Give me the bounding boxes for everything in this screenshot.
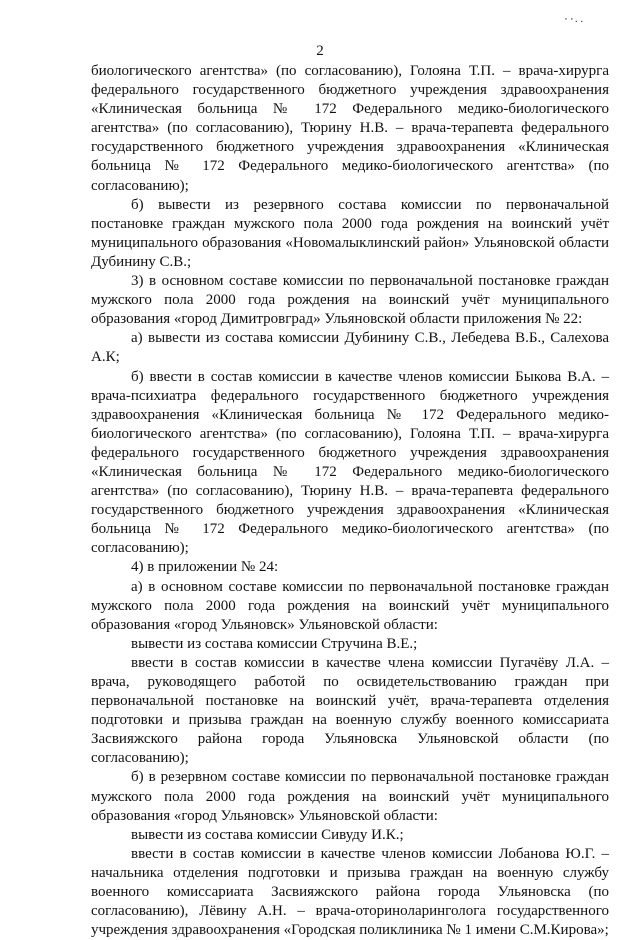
paragraph-continuation: биологического агентства» (по согласованию), Голояна Т.П. – врача-хирурга федерального государственного бюджетного учреждения здравоохранения «Клиническая больница № 172 Федерального медико-биологического агентства» (по согласованию), Тюрину Н.В. – врача-терапевта федерального государственного бюджетного учреждения здравоохранения «Клиническая больница № 172 Федерального медико-биологического агентства» (по согласованию); <box>91 63 609 194</box>
paragraph-4b-reserve: б) в резервном составе комиссии по первоначальной постановке граждан мужского пола 2000 года рождения на воинский учёт муниципального образования «город Ульяновск» Ульяновской области: <box>91 769 609 824</box>
paragraph-2b-reserve: б) вывести из резервного состава комиссии по первоначальной постановке граждан мужского пола 2000 года рождения на воинский учёт муниципального образования «Новомалыклинский район» Ульяновской области Дубинину С.В.; <box>91 196 609 270</box>
paragraph-4b-remove: вывести из состава комиссии Сивуду И.К.; <box>131 826 404 843</box>
document-body <box>91 62 609 940</box>
paragraph-4-appendix: 4) в приложении № 24: <box>131 559 279 576</box>
paragraph-3b-add: б) ввести в состав комиссии в качестве членов комиссии Быкова В.А. – врача-психиатра федерального государственного бюджетного учреждения здравоохранения «Клиническая больница № 172 Федерального медико-биологического агентства» (по согласованию), Голояна Т.П. – врача-хирурга федерального государственного бюджетного учреждения здравоохранения «Клиническая больница № 172 Федерального медико-биологического агентства» (по согласованию), Тюрину Н.В. – врача-терапевта федерального государственного бюджетного учреждения здравоохранения «Клиническая больница № 172 Федерального медико-биологического агентства» (по согласованию); <box>91 368 609 557</box>
paragraph-4a-main: а) в основном составе комиссии по первоначальной постановке граждан мужского пола 2000 года рождения на воинский учёт муниципального образования «город Ульяновск» Ульяновской области: <box>91 578 609 633</box>
paragraph-3a-remove: а) вывести из состава комиссии Дубинину С.В., Лебедева В.Б., Салехова А.К; <box>91 330 609 366</box>
paragraph-4b-add: ввести в состав комиссии в качестве членов комиссии Лобанова Ю.Г. – начальника отделения подготовки и призыва граждан на военную службу военного комиссариата Засвияжского района города Ульяновска (по согласованию), Лёвину А.Н. – врача-оториноларинголога государственного учреждения здравоохранения «Городская поликлиника № 1 имени С.М.Кирова»; <box>91 845 609 939</box>
page-number: 2 <box>316 43 324 59</box>
paragraph-4a-remove: вывести из состава комиссии Стручина В.Е.; <box>131 635 418 652</box>
paragraph-3-main: 3) в основном составе комиссии по первоначальной постановке граждан мужского пола 2000 года рождения на воинский учёт муниципального образования «город Димитровград» Ульяновской области приложения № 22: <box>91 273 609 328</box>
paragraph-4a-add: ввести в состав комиссии в качестве члена комиссии Пугачёву Л.А. – врача, руководящего работой по освидетельствованию граждан при первоначальной постановке на воинский учёт, врача-терапевта отделения подготовки и призыва граждан на военную службу военного комиссариата Засвияжского района города Ульяновска Ульяновской области (по согласованию); <box>91 654 609 767</box>
corner-mark: ٠٠. . <box>563 13 584 25</box>
